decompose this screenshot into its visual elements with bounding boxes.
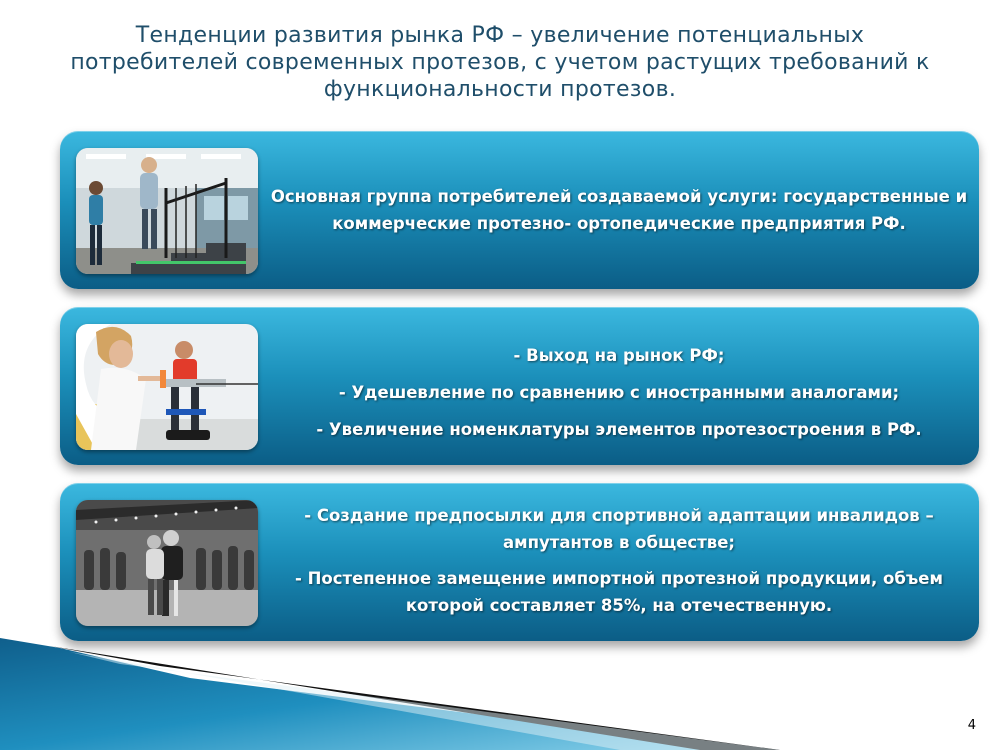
info-panel-market [60,307,979,465]
panel-text [265,183,973,237]
info-panel-adaptation [60,483,979,641]
panel-text [265,502,973,619]
panel-line: - Создание предпосылки для спортивной адаптации инвалидов – ампутантов в обществе; [304,506,934,552]
rehab-stairs-photo [76,148,258,274]
slide-title: Тенденции развития рынка РФ – увеличение потенциальных потребителей современных протезов, с учетом растущих требований к функциональности протезов. [70,23,930,102]
page-number: 4 [967,718,976,733]
rehab-therapy-photo [76,324,258,450]
panel-line: - Увеличение номенклатуры элементов протезостроения в РФ. [316,420,922,439]
decorative-swoosh [0,628,1000,750]
panel-line: - Выход на рынок РФ; [513,346,725,365]
panel-line: - Удешевление по сравнению с иностранными аналогами; [338,383,900,402]
panel-line: Основная группа потребителей создаваемой услуги: государственные и коммерческие протезно- ортопедические предприятия РФ. [270,187,968,233]
panel-text [265,337,973,448]
info-panel-consumers [60,131,979,289]
panel-line: - Постепенное замещение импортной протезной продукции, объем которой составляет 85%, на отечественную. [295,569,943,615]
dance-event-photo [76,500,258,626]
